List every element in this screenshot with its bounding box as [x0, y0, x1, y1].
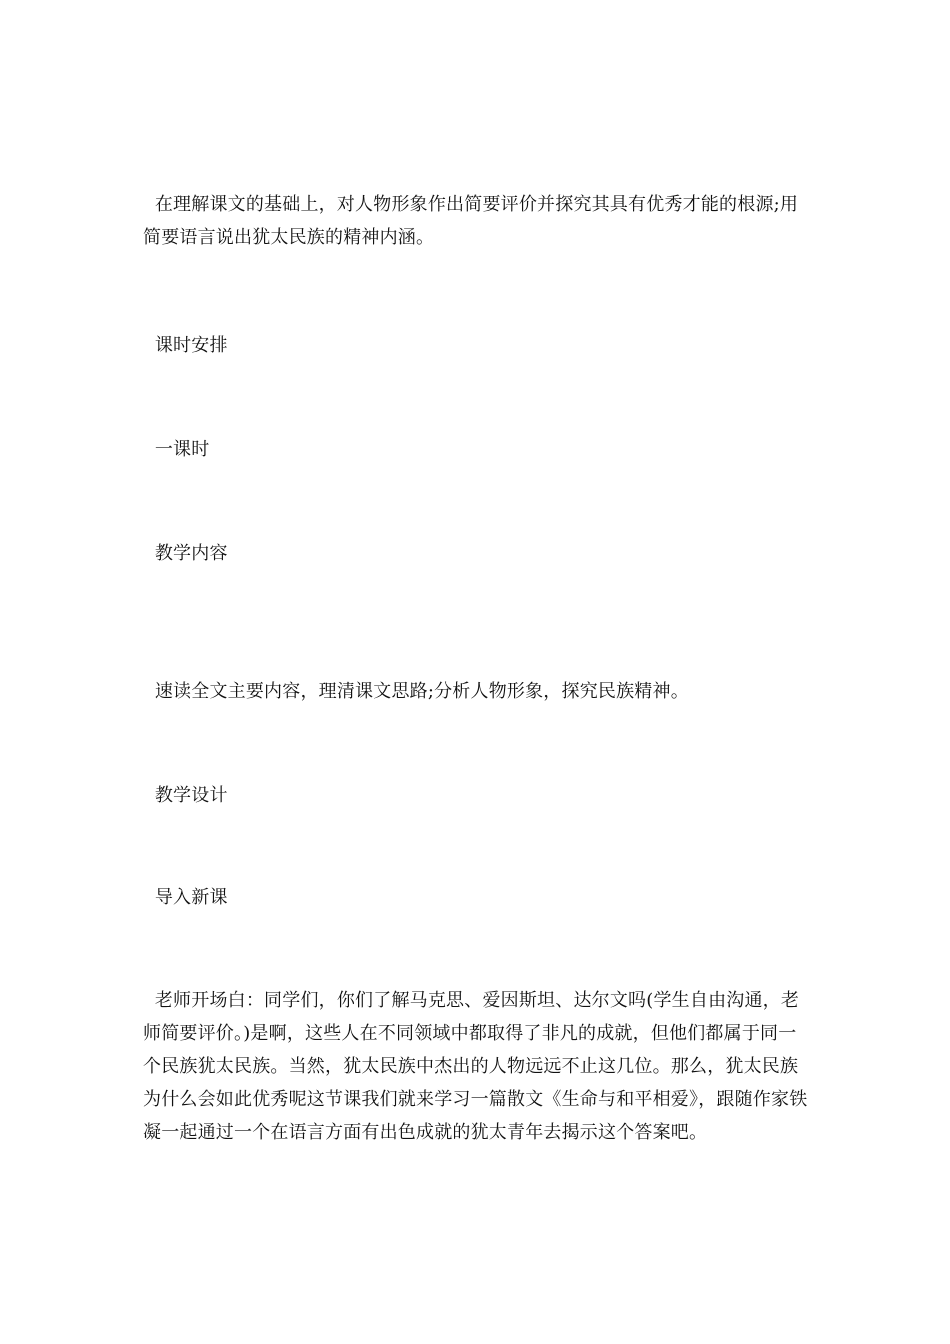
objective-paragraph: 在理解课文的基础上，对人物形象作出简要评价并探究其具有优秀才能的根源;用简要语言说出犹太民族的精神内涵。	[143, 194, 799, 248]
teaching-content-paragraph: 速读全文主要内容，理清课文思路;分析人物形象，探究民族精神。	[143, 681, 689, 702]
lesson-count: 一课时	[143, 439, 210, 460]
heading-new-lesson-intro: 导入新课	[143, 887, 228, 908]
heading-teaching-content: 教学内容	[143, 543, 228, 564]
heading-teaching-design: 教学设计	[143, 785, 228, 806]
heading-lesson-schedule: 课时安排	[143, 335, 228, 356]
intro-paragraph: 老师开场白：同学们，你们了解马克思、爱因斯坦、达尔文吗(学生自由沟通，老师简要评价。)是啊，这些人在不同领域中都取得了非凡的成就，但他们都属于同一个民族犹太民族。当然，犹太民族中杰出的人物远远不止这几位。那么，犹太民族为什么会如此优秀呢这节课我们就来学习一篇散文《生命与和平相爱》，跟随作家铁凝一起通过一个在语言方面有出色成就的犹太青年去揭示这个答案吧。	[143, 990, 808, 1143]
